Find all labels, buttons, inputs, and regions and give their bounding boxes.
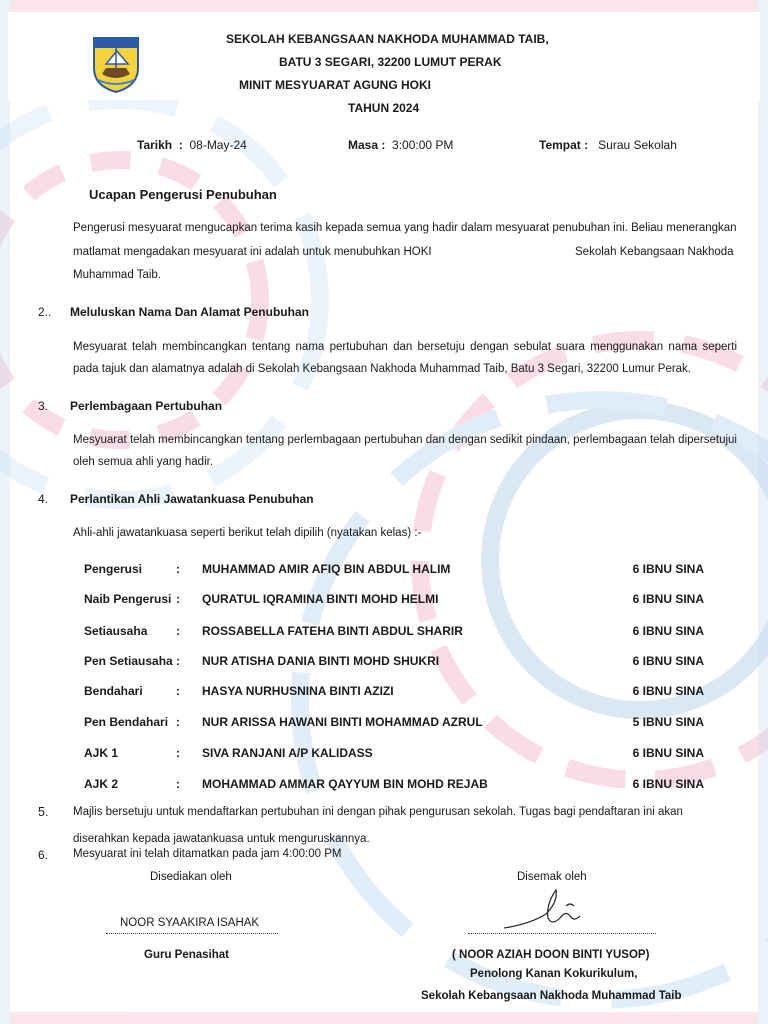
section-4-number: 4.	[38, 492, 49, 506]
date-label: Tarikh	[137, 138, 173, 152]
committee-row	[84, 715, 704, 733]
section-1-line2b: Sekolah Kebangsaan Nakhoda	[575, 246, 734, 258]
section-1-line3: Muhammad Taib.	[73, 269, 161, 281]
section-2-body: Mesyuarat telah membincangkan tentang nama pertubuhan dan bersetuju dengan sebulat suara menggunakan nama seperti pada tajuk dan alamatnya adalah di Sekolah Kebangsaan Nakhoda Muhammad Taib, Batu 3 Segari, 32200 Lumur Perak.	[73, 341, 737, 375]
committee-row	[84, 684, 704, 702]
time-value: 3:00:00 PM	[392, 138, 454, 152]
time-label: Masa :	[348, 138, 386, 152]
committee-name: MOHAMMAD AMMAR QAYYUM BIN MOHD REJAB	[202, 777, 488, 791]
committee-row	[84, 592, 704, 610]
checked-signature-line	[468, 932, 656, 934]
committee-colon: :	[176, 592, 180, 606]
committee-colon: :	[176, 562, 180, 576]
committee-row	[84, 562, 704, 580]
committee-colon: :	[176, 715, 180, 729]
committee-role: Setiausaha	[84, 624, 148, 638]
committee-role: Pen Setiausaha	[84, 654, 173, 668]
committee-colon: :	[176, 684, 180, 698]
committee-role: Pen Bendahari	[84, 715, 169, 729]
section-5-number: 5.	[38, 805, 49, 819]
date-value: 08-May-24	[189, 138, 247, 152]
section-3-title: Perlembagaan Pertubuhan	[70, 399, 223, 413]
place-label: Tempat :	[539, 138, 589, 152]
section-6-number: 6.	[38, 848, 49, 862]
document-year: TAHUN 2024	[348, 101, 420, 115]
committee-class: 6 IBNU SINA	[632, 624, 704, 638]
section-2-number: 2..	[38, 305, 52, 319]
committee-name: QURATUL IQRAMINA BINTI MOHD HELMI	[202, 592, 439, 606]
section-3-number: 3.	[38, 399, 49, 413]
prepared-by-name: NOOR SYAAKIRA ISAHAK	[120, 917, 260, 929]
committee-class: 6 IBNU SINA	[632, 562, 704, 576]
school-address: BATU 3 SEGARI, 32200 LUMUT PERAK	[279, 55, 502, 69]
school-name: SEKOLAH KEBANGSAAN NAKHODA MUHAMMAD TAIB,	[226, 32, 549, 46]
checked-by-name: ( NOOR AZIAH DOON BINTI YUSOP)	[452, 949, 650, 961]
meta-time	[348, 138, 453, 152]
committee-colon: :	[176, 654, 180, 668]
section-6-text: Mesyuarat ini telah ditamatkan pada jam 4:00:00 PM	[73, 848, 342, 860]
checked-by-title: Penolong Kanan Kokurikulum,	[470, 968, 638, 980]
section-4-title: Perlantikan Ahli Jawatankuasa Penubuhan	[70, 492, 314, 506]
section-4-intro: Ahli-ahli jawatankuasa seperti berikut telah dipilih (nyatakan kelas) :-	[73, 527, 422, 539]
committee-role: Naib Pengerusi	[84, 592, 172, 606]
meta-place	[539, 138, 677, 152]
school-logo	[90, 34, 142, 94]
section-1-line1: Pengerusi mesyuarat mengucapkan terima kasih kepada semua yang hadir dalam mesyuarat penubuhan ini. Beliau menerangkan	[73, 222, 737, 234]
committee-class: 5 IBNU SINA	[632, 715, 704, 729]
committee-role: Bendahari	[84, 684, 143, 698]
committee-colon: :	[176, 746, 180, 760]
committee-class: 6 IBNU SINA	[632, 777, 704, 791]
committee-name: NUR ATISHA DANIA BINTI MOHD SHUKRI	[202, 654, 440, 668]
committee-role: AJK 1	[84, 746, 119, 760]
section-1-line2a: matlamat mengadakan mesyuarat ini adalah untuk menubuhkan HOKI	[73, 246, 432, 258]
checked-by-label: Disemak oleh	[517, 871, 587, 883]
document-title: MINIT MESYUARAT AGUNG HOKI	[239, 78, 431, 92]
committee-class: 6 IBNU SINA	[632, 684, 704, 698]
committee-name: NUR ARISSA HAWANI BINTI MOHAMMAD AZRUL	[202, 715, 483, 729]
meta-date: Tarikh : 08-May-24	[137, 138, 247, 152]
signature-scribble	[500, 884, 592, 934]
committee-name: MUHAMMAD AMIR AFIQ BIN ABDUL HALIM	[202, 562, 451, 576]
checked-by-school: Sekolah Kebangsaan Nakhoda Muhammad Taib	[421, 990, 682, 1002]
section-5-line2: diserahkan kepada jawatankuasa untuk menguruskannya.	[73, 833, 370, 845]
committee-row	[84, 654, 704, 672]
committee-class: 6 IBNU SINA	[632, 592, 704, 606]
place-value: Surau Sekolah	[598, 138, 677, 152]
committee-colon: :	[176, 777, 180, 791]
prepared-signature-line	[106, 932, 278, 934]
committee-row	[84, 746, 704, 764]
committee-name: HASYA NURHUSNINA BINTI AZIZI	[202, 684, 394, 698]
committee-role: Pengerusi	[84, 562, 143, 576]
committee-name: SIVA RANJANI A/P KALIDASS	[202, 746, 373, 760]
committee-role: AJK 2	[84, 777, 119, 791]
section-2-title: Meluluskan Nama Dan Alamat Penubuhan	[70, 305, 309, 319]
prepared-by-label: Disediakan oleh	[150, 871, 232, 883]
section-1-title: Ucapan Pengerusi Penubuhan	[89, 187, 277, 202]
committee-class: 6 IBNU SINA	[632, 654, 704, 668]
committee-row	[84, 624, 704, 642]
committee-name: ROSSABELLA FATEHA BINTI ABDUL SHARIR	[202, 624, 463, 638]
section-3-body: Mesyuarat telah membincangkan tentang perlembagaan pertubuhan dan dengan sedikit pindaan, perlembagaan telah dipersetujui oleh semua ahli yang hadir.	[73, 434, 737, 468]
committee-class: 6 IBNU SINA	[632, 746, 704, 760]
committee-colon: :	[176, 624, 180, 638]
prepared-by-title: Guru Penasihat	[144, 949, 229, 961]
section-5-line1: Majlis bersetuju untuk mendaftarkan pertubuhan ini dengan pihak pengurusan sekolah. Tugas bagi pendaftaran ini akan	[73, 806, 683, 818]
committee-row	[84, 777, 704, 795]
